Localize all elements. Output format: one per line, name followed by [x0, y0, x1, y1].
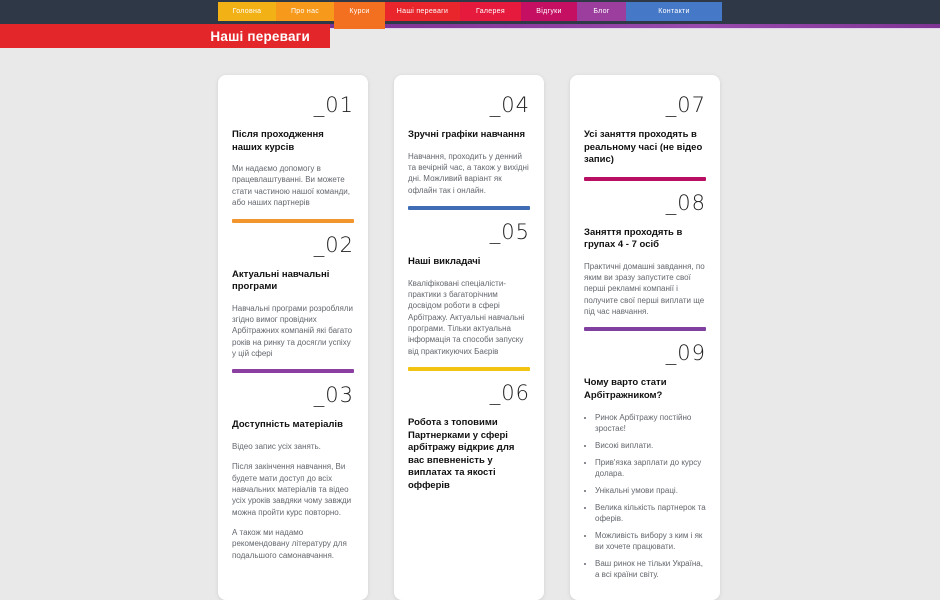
section-paragraph: Кваліфіковані спеціалісти-практики з багаторічним досвідом роботи в сфері Арбітражу. Актуальні навчальні програми. Тільки актуальна інформація та способи запуску від практикуючих Баєрів — [408, 278, 525, 356]
bullet-item: • Можливість вибору з ким і як ви хочете працювати. — [595, 530, 706, 552]
section-heading: Зручні графіки навчання — [408, 129, 525, 140]
nav-tab-halereia[interactable]: Галерея — [460, 2, 521, 21]
section-heading: Усі заняття проходять в реальному часі (не відео запис) — [584, 129, 703, 166]
accent-bar — [584, 177, 706, 181]
accent-bar — [232, 219, 354, 223]
section-number: _05 — [489, 219, 530, 244]
section-heading: Після проходження наших курсів — [232, 129, 324, 153]
bullet-item: • Велика кількість партнерок та оферів. — [595, 502, 706, 524]
accent-bar — [408, 367, 530, 371]
section-number: _03 — [313, 383, 354, 408]
section-heading: Наші викладачі — [408, 255, 481, 267]
advantages-section — [218, 75, 720, 600]
advantages-card — [394, 75, 544, 600]
section-number: _09 — [665, 341, 706, 366]
section-heading: Доступність матеріалів — [232, 419, 343, 431]
nav-tab-kontakty[interactable]: Контакти — [626, 2, 722, 21]
bullet-item: • Ваш ринок не тільки Україна, а всі країни світу. — [595, 558, 706, 580]
nav-tab-bloh[interactable]: Блог — [577, 2, 626, 21]
section-heading: Робота з топовими Партнерками у сфері арбітражу відкриє для вас впевненість у виплатах та якості офферів — [408, 417, 515, 491]
section-number: _08 — [665, 190, 706, 215]
section-heading: Заняття проходять в групах 4 - 7 осіб — [584, 226, 683, 251]
bullet-item: • Ринок Арбітражу постійно зростає! — [595, 412, 706, 434]
section-heading: Актуальні навчальні програми — [232, 268, 330, 293]
accent-bar — [232, 369, 354, 373]
nav-tab-kursy[interactable]: Курси — [334, 2, 385, 29]
bullet-item: • Унікальні умови праці. — [595, 485, 706, 496]
section-paragraph: Навчальні програми розробляли згідно вимог провідних Арбітражних компаній які багато років на ринку та досягли успіху у цій сфері — [232, 303, 353, 358]
section-heading: Чому варто стати Арбітражником? — [584, 377, 667, 401]
bullet-list — [584, 412, 706, 580]
section-paragraph: Навчання, проходить у денний та вечірній час, а також у вихідні дні. Можливий варіант як офлайн так і онлайн. — [408, 151, 529, 195]
top-navbar — [0, 0, 940, 24]
nav-tab-pro-nas[interactable]: Про нас — [276, 2, 334, 21]
section-number: _01 — [313, 93, 354, 117]
section-paragraph: Відео запис усіх занять. — [232, 441, 321, 451]
advantages-card — [570, 75, 720, 600]
section-banner — [0, 24, 330, 48]
advantages-card — [218, 75, 368, 600]
section-number: _04 — [489, 93, 530, 117]
section-paragraph: А також ми надамо рекомендовану літературу для подальшого самонавчання. — [232, 528, 347, 560]
accent-bar — [408, 206, 530, 210]
section-paragraph: Після закінчення навчання, Ви будете мати доступ до всіх навчальних матеріалів та відео усіх уроків завдяки чому завжди можна пройти курс повторно. — [232, 462, 352, 517]
nav-tab-nashi-perevahy[interactable]: Наші переваги — [385, 2, 460, 21]
bullet-item: • Прив'язка зарплати до курсу долара. — [595, 457, 706, 479]
page-title: Наші переваги — [210, 28, 310, 44]
section-paragraph: Практичні домашні завдання, по яким ви зразу запустите свої перші рекламні компанії і получите свої перші виплати ще під час навчання. — [584, 261, 705, 317]
bullet-item: • Високі виплати. — [595, 440, 706, 451]
nav-tab-vidhuky[interactable]: Відгуки — [521, 2, 577, 21]
section-paragraph: Ми надаємо допомогу в працевлаштуванні. Ви можете стати частиною нашої команди, або наших партнерів — [232, 164, 350, 208]
section-number: _07 — [665, 93, 706, 117]
accent-bar — [584, 327, 706, 331]
section-number: _02 — [313, 232, 354, 257]
section-number: _06 — [489, 381, 530, 406]
nav-tab-holovna[interactable]: Головна — [218, 2, 276, 21]
